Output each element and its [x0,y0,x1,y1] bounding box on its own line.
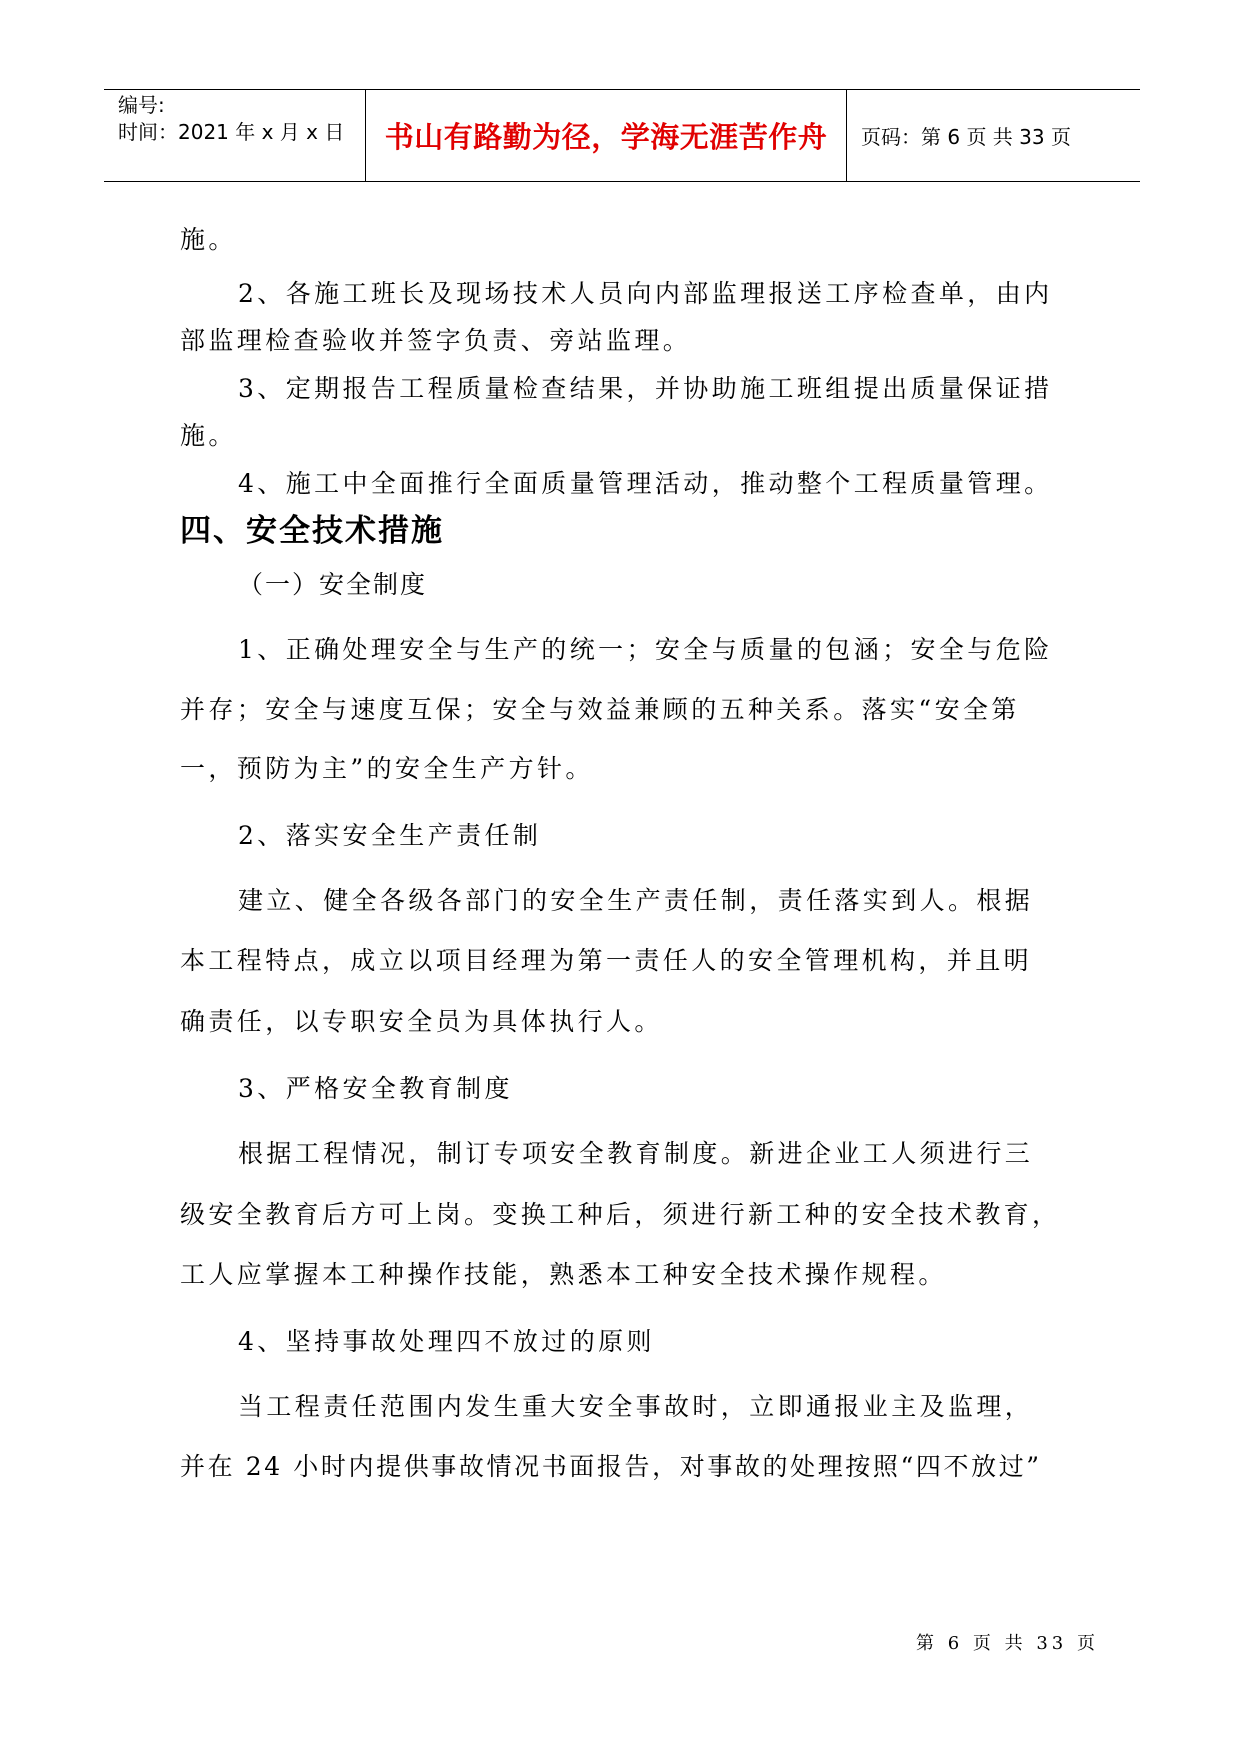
body-line: 3、定期报告工程质量检查结果，并协助施工班组提出质量保证措 [238,374,1053,403]
page-info: 页码：第 6 页 共 33 页 [861,125,1071,149]
section-heading: 四、安全技术措施 [180,513,444,549]
item4-title: 4、坚持事故处理四不放过的原则 [238,1327,655,1356]
item3-line: 级安全教育后方可上岗。变换工种后，须进行新工种的安全技术教育， [180,1200,1061,1229]
motto-text: 书山有路勤为径，学海无涯苦作舟 [384,120,828,154]
page-footer: 第 6 页 共 33 页 [916,1633,1099,1654]
body-line: 2、各施工班长及现场技术人员向内部监理报送工序检查单，由内 [238,279,1053,308]
item1-line: 1、正确处理安全与生产的统一；安全与质量的包涵；安全与危险 [238,635,1053,664]
body-line: 部监理检查验收并签字负责、旁站监理。 [180,326,692,355]
item4-line: 并在 24 小时内提供事故情况书面报告，对事故的处理按照“四不放过” [180,1452,1042,1481]
document-header [104,89,1140,182]
item2-line: 确责任，以专职安全员为具体执行人。 [180,1007,663,1036]
item4-line: 当工程责任范围内发生重大安全事故时，立即通报业主及监理， [238,1392,1034,1421]
subsection-title: （一）安全制度 [238,570,428,599]
item2-line: 本工程特点，成立以项目经理为第一责任人的安全管理机构，并且明 [180,946,1033,975]
header-motto-cell [366,90,847,181]
item2-title: 2、落实安全生产责任制 [238,821,542,850]
body-line: 4、施工中全面推行全面质量管理活动，推动整个工程质量管理。 [238,469,1053,498]
item3-title: 3、严格安全教育制度 [238,1074,513,1103]
body-line: 施。 [180,225,237,254]
body-line: 施。 [180,421,237,450]
header-left-cell [104,90,366,181]
item2-line: 建立、健全各级各部门的安全生产责任制，责任落实到人。根据 [238,886,1034,915]
item3-line: 根据工程情况，制订专项安全教育制度。新进企业工人须进行三 [238,1139,1034,1168]
item1-line: 并存；安全与速度互保；安全与效益兼顾的五种关系。落实“安全第 [180,695,1020,724]
item1-line: 一，预防为主”的安全生产方针。 [180,754,594,783]
header-page-cell [847,90,1140,181]
time-label: 时间：2021 年 x 月 x 日 [118,120,345,144]
number-label: 编号: [118,93,165,117]
item3-line: 工人应掌握本工种操作技能，熟悉本工种安全技术操作规程。 [180,1260,947,1289]
